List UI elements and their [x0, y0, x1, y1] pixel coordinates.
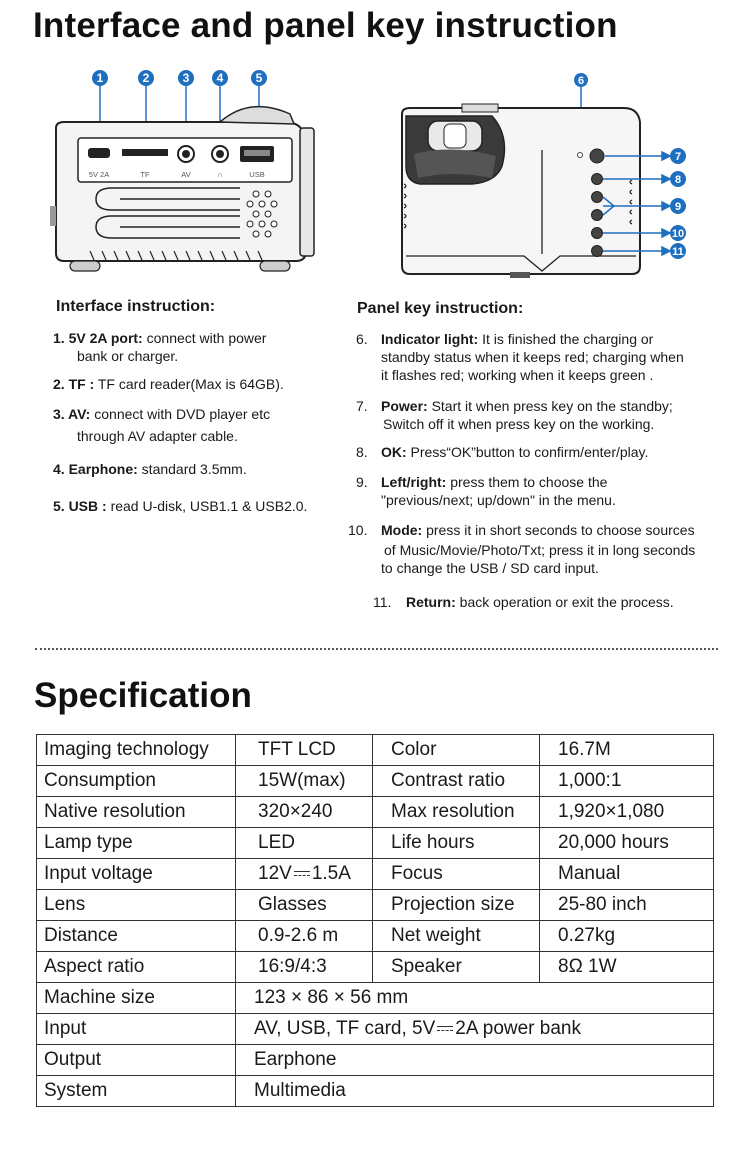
- table-row: Distance 0.9-2.6 m Net weight 0.27kg: [37, 921, 714, 952]
- panel-num-11: 11.: [373, 594, 392, 610]
- interface-item-5: 5. USB : read U-disk, USB1.1 & USB2.0.: [53, 498, 308, 514]
- panel-item-9: Left/right: press them to choose the: [381, 474, 608, 490]
- input-voltage-cell: 12V 1.5A: [236, 859, 373, 890]
- table-row: Consumption 15W(max) Contrast ratio 1,000:1: [37, 766, 714, 797]
- panel-num-7: 7.: [356, 398, 368, 414]
- specification-title: Specification: [34, 676, 252, 715]
- table-row: Lamp type LED Life hours 20,000 hours: [37, 828, 714, 859]
- panel-num-10: 10.: [348, 522, 368, 538]
- callout-2: 2: [142, 71, 150, 85]
- interface-item-1: 1. 5V 2A port: connect with power: [53, 330, 267, 346]
- table-row: Lens Glasses Projection size 25-80 inch: [37, 890, 714, 921]
- input-cell: AV, USB, TF card, 5V 2A power bank: [236, 1014, 714, 1045]
- table-row: Native resolution 320×240 Max resolution 1,920×1,080: [37, 797, 714, 828]
- callout-5: 5: [255, 71, 263, 85]
- panel-num-6: 6.: [356, 331, 368, 347]
- callout-10: 10: [671, 228, 685, 240]
- panel-num-8: 8.: [356, 444, 368, 460]
- callout-3: 3: [182, 71, 190, 85]
- panel-item-10-line3: to change the USB / SD card input.: [381, 560, 599, 576]
- table-row: Input voltage 12V 1.5A Focus Manual: [37, 859, 714, 890]
- port-label-earphone: ∩: [217, 170, 223, 179]
- table-row: Input AV, USB, TF card, 5V 2A power bank: [37, 1014, 714, 1045]
- projector-panel-diagram: [392, 66, 702, 286]
- panel-num-9: 9.: [356, 474, 368, 490]
- callout-8: 8: [674, 174, 682, 186]
- panel-item-6-line2: standby status when it keeps red; charging when: [381, 349, 684, 365]
- callout-6: 6: [577, 75, 585, 87]
- panel-item-7: Power: Start it when press key on the standby;: [381, 398, 673, 414]
- section-divider: [35, 648, 718, 650]
- table-row: Machine size 123 × 86 × 56 mm: [37, 983, 714, 1014]
- callout-9: 9: [674, 201, 682, 213]
- dc-symbol-icon: [294, 870, 310, 878]
- port-label-tf: TF: [140, 170, 150, 179]
- panel-item-8: OK: Press“OK”button to confirm/enter/play.: [381, 444, 649, 460]
- page-title: Interface and panel key instruction: [33, 6, 618, 45]
- port-label-av: AV: [181, 170, 191, 179]
- table-row: Output Earphone: [37, 1045, 714, 1076]
- port-label-usb: USB: [249, 170, 265, 179]
- interface-item-3-line2: through AV adapter cable.: [77, 428, 238, 444]
- callout-11: 11: [672, 246, 684, 258]
- table-row: System Multimedia: [37, 1076, 714, 1107]
- specification-table: [36, 734, 714, 1107]
- panel-item-10: Mode: press it in short seconds to choose sources: [381, 522, 695, 538]
- panel-item-10-line2: of Music/Movie/Photo/Txt; press it in long seconds: [384, 542, 696, 558]
- callout-4: 4: [216, 71, 224, 85]
- interface-item-1-line2: bank or charger.: [77, 348, 179, 364]
- table-row: Imaging technology TFT LCD Color 16.7M: [37, 735, 714, 766]
- panel-item-6: Indicator light: It is finished the charging or: [381, 331, 654, 347]
- interface-item-4: 4. Earphone: standard 3.5mm.: [53, 461, 247, 477]
- table-row: Aspect ratio 16:9/4:3 Speaker 8Ω 1W: [37, 952, 714, 983]
- callout-7: 7: [674, 151, 682, 163]
- interface-item-2: 2. TF : TF card reader(Max is 64GB).: [53, 376, 284, 392]
- panel-item-11: Return: back operation or exit the process.: [406, 594, 674, 610]
- panel-item-6-line3: it flashes red; working when it keeps green .: [381, 367, 654, 383]
- panel-item-7-line2: Switch off it when press key on the working.: [383, 416, 655, 432]
- interface-item-3: 3. AV: connect with DVD player etc: [53, 406, 271, 422]
- projector-interface-diagram: [50, 66, 320, 281]
- interface-heading: Interface instruction:: [56, 298, 216, 315]
- dc-symbol-icon: [437, 1025, 453, 1033]
- callout-1: 1: [96, 71, 104, 85]
- panel-heading: Panel key instruction:: [357, 300, 524, 317]
- port-label-5v: 5V 2A: [88, 170, 110, 179]
- panel-item-9-line2: "previous/next; up/down" in the menu.: [381, 492, 616, 508]
